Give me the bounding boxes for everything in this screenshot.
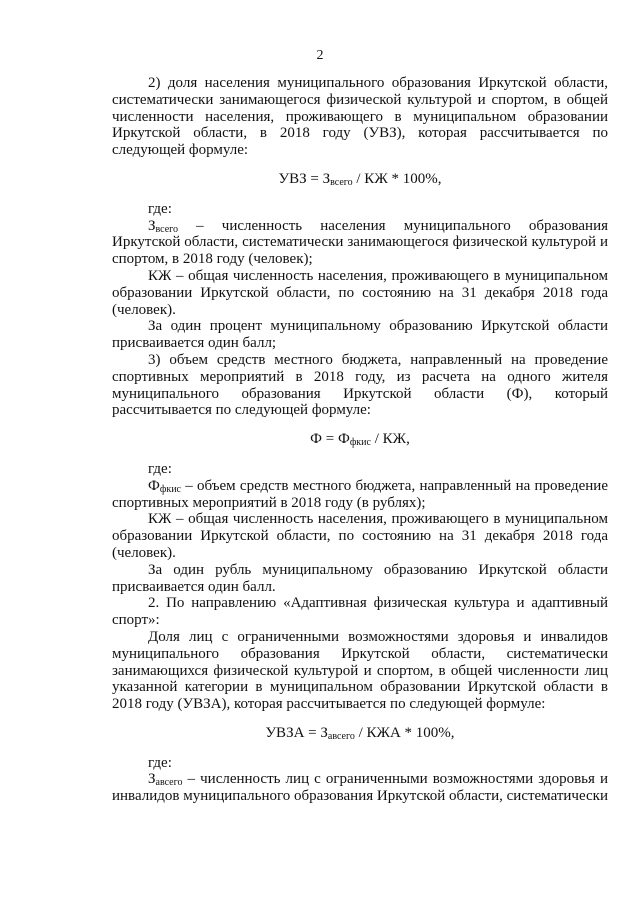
where-label: где: xyxy=(148,460,172,477)
where-label: где: xyxy=(148,200,172,217)
formula-uvza xyxy=(112,725,608,742)
definition-kzh: КЖ – общая численность населения, проживающего в муниципальном образовании Иркутской области, по состоянию на 31 декабря 2018 года (человек). xyxy=(112,267,608,318)
definition-zavsego xyxy=(112,771,608,805)
symbol: З xyxy=(148,771,156,788)
formula-lhs: УВЗА = З xyxy=(265,724,328,741)
page-number: 2 xyxy=(316,48,324,63)
formula-uvz xyxy=(112,171,608,188)
formula-subscript: всего xyxy=(330,176,353,188)
formula-f xyxy=(112,431,608,448)
formula-rhs: / КЖ * 100%, xyxy=(352,170,442,187)
symbol-subscript: авсего xyxy=(155,777,183,789)
formula-subscript: фкис xyxy=(349,437,371,449)
formula-subscript: авсего xyxy=(327,730,355,742)
formula-lhs: Ф = Ф xyxy=(310,431,350,448)
definition-ffkis xyxy=(112,478,608,512)
paragraph-uvz-definition: 2) доля населения муниципального образования Иркутской области, систематически занимающегося физической культурой и спортом, в общей численности населения, проживающего в муниципальном образовании Иркутской области, в 2018 году (УВЗ), которая рассчитывается по следующей формуле: xyxy=(112,75,608,159)
paragraph-uvza-definition: Доля лиц с ограниченными возможностями здоровья и инвалидов муниципального образования Иркутской области, систематически занимающихся физической культурой и спортом, в общей численности лиц указанной категории в муниципальном образовании Иркутской области в 2018 году (УВЗА), которая рассчитывается по следующей формуле: xyxy=(112,628,608,713)
definition-text: – объем средств местного бюджета, направленный на проведение спортивных мероприятий в 2018 году (в рублях); xyxy=(112,477,608,511)
symbol: Ф xyxy=(148,477,160,494)
formula-lhs: УВЗ = З xyxy=(278,170,331,187)
definition-zvsego xyxy=(112,218,608,268)
definition-text: – численность населения муниципального образования Иркутской области, систематически занимающегося физической культурой и спортом, в 2018 году (человек); xyxy=(112,217,608,268)
symbol: З xyxy=(148,217,156,234)
document-body xyxy=(112,75,608,805)
where-label: где: xyxy=(148,754,172,771)
paragraph-budget: 3) объем средств местного бюджета, направленный на проведение спортивных мероприятий в 2018 году, из расчета на одного жителя муниципального образования Иркутской области (Ф), который рассчитывается по следующей формуле: xyxy=(112,351,608,419)
definition-text: – численность лиц с ограниченными возможностями здоровья и инвалидов муниципального образования Иркутской области, систематически xyxy=(112,771,608,805)
score-rule-percent: За один процент муниципальному образованию Иркутской области присваивается один балл; xyxy=(112,318,608,352)
symbol-subscript: фкис xyxy=(159,483,181,495)
formula-rhs: / КЖА * 100%, xyxy=(354,724,455,741)
section-heading-adaptive: 2. По направлению «Адаптивная физическая культура и адаптивный спорт»: xyxy=(112,595,608,629)
definition-kzh: КЖ – общая численность населения, проживающего в муниципальном образовании Иркутской области, по состоянию на 31 декабря 2018 года (человек). xyxy=(112,511,608,561)
symbol-subscript: всего xyxy=(155,223,179,235)
formula-rhs: / КЖ, xyxy=(370,431,410,448)
score-rule-ruble: За один рубль муниципальному образованию Иркутской области присваивается один балл. xyxy=(112,561,608,595)
